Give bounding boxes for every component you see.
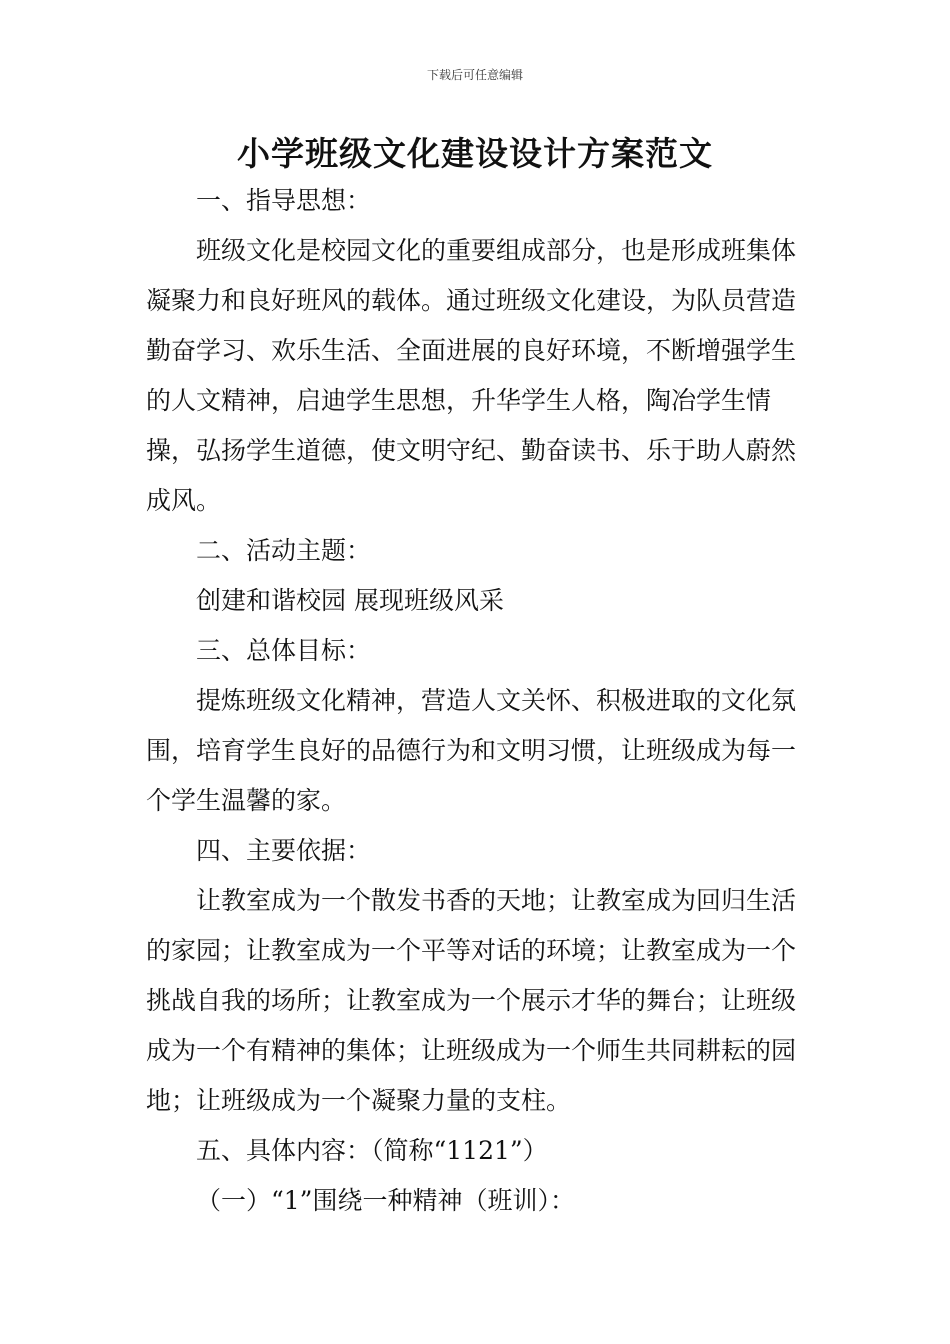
header-note: 下载后可任意编辑 <box>426 68 523 82</box>
section-2-body: 创建和谐校园 展现班级风采 <box>196 586 504 615</box>
section-5-heading: 五、具体内容：（简称“1121”） <box>196 1136 548 1165</box>
section-4-heading: 四、主要依据： <box>196 836 372 865</box>
section-4-body: 让教室成为一个散发书香的天地；让教室成为回归生活的家园；让教室成为一个平等对话的环境；让教室成为一个挑战自我的场所；让教室成为一个展示才华的舞台；让班级成为一个有精神的集体；让班级成为一个师生共同耕耘的园地；让班级成为一个凝聚力量的支柱。 <box>146 886 797 1115</box>
section-3-body: 提炼班级文化精神，营造人文关怀、积极进取的文化氛围，培育学生良好的品德行为和文明习惯，让班级成为每一个学生温馨的家。 <box>146 686 797 815</box>
document-title: 小学班级文化建设设计方案范文 <box>237 134 713 173</box>
section-5-subheading-1: （一）“1”围绕一种精神（班训）： <box>196 1186 575 1215</box>
section-2-heading: 二、活动主题： <box>196 536 372 565</box>
section-1-body: 班级文化是校园文化的重要组成部分，也是形成班集体凝聚力和良好班风的载体。通过班级文化建设，为队员营造勤奋学习、欢乐生活、全面进展的良好环境，不断增强学生的人文精神，启迪学生思想，升华学生人格，陶冶学生情操，弘扬学生道德，使文明守纪、勤奋读书、乐于助人蔚然成风。 <box>146 236 797 515</box>
section-3-heading: 三、总体目标： <box>196 636 372 665</box>
section-1-heading: 一、指导思想： <box>196 186 372 215</box>
document-body <box>146 176 816 1226</box>
